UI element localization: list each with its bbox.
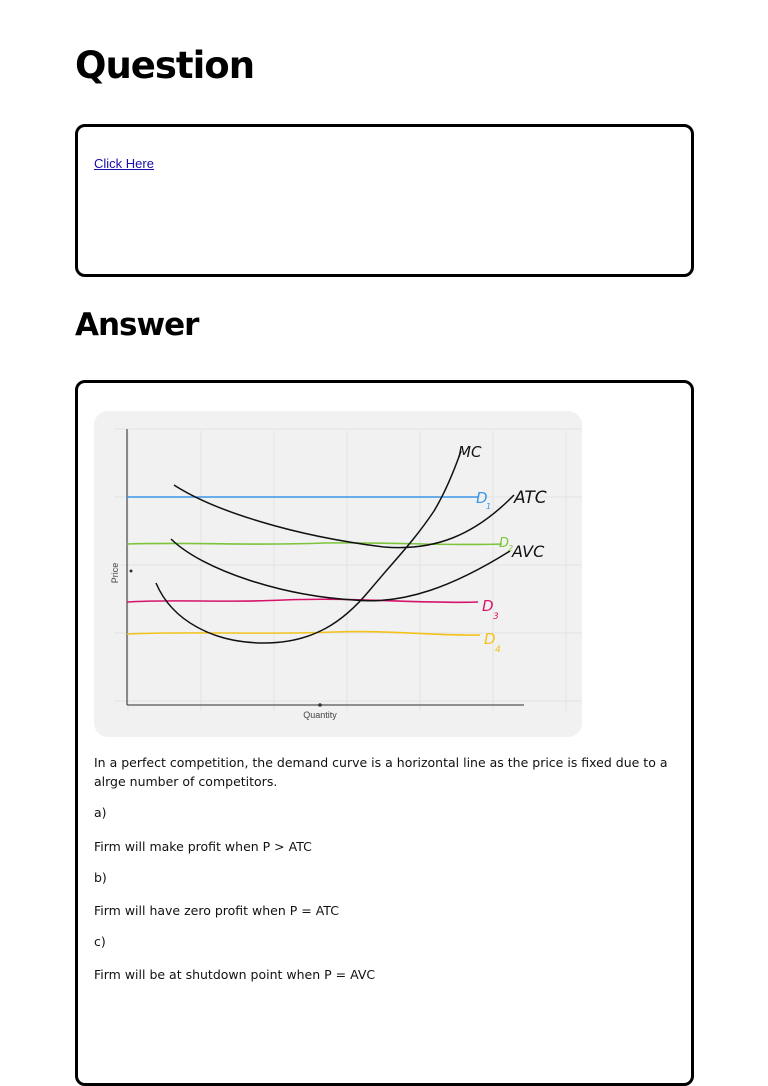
d2-label: D [499, 536, 510, 551]
avc-label: AVC [512, 542, 545, 561]
graph-svg [94, 411, 582, 737]
question-heading: Question [75, 44, 255, 87]
item-c-text: Firm will be at shutdown point when P = AVC [94, 967, 376, 982]
item-a-label: a) [94, 805, 107, 820]
item-c-label: c) [94, 934, 106, 949]
atc-curve [174, 485, 514, 548]
d3-subscript: 3 [493, 612, 499, 622]
demand-line-d3 [127, 599, 478, 602]
item-b-text: Firm will have zero profit when P = ATC [94, 903, 339, 918]
d1-subscript: 1 [486, 502, 492, 511]
y-axis-label: Price [110, 562, 120, 584]
atc-label: ATC [514, 488, 547, 508]
avc-curve [171, 539, 510, 601]
d2-subscript: 2 [508, 544, 514, 553]
graph-grid [114, 429, 582, 711]
click-here-link[interactable]: Click Here [94, 156, 154, 171]
mc-label: MC [458, 443, 482, 461]
question-card [75, 124, 694, 277]
cost-curves-graph [94, 411, 582, 737]
d3-label: D [482, 597, 494, 615]
x-axis-label: Quantity [303, 710, 337, 720]
item-a-text: Firm will make profit when P > ATC [94, 839, 312, 854]
d4-label: D [484, 630, 496, 648]
answer-card [75, 380, 694, 1086]
demand-line-d2 [127, 543, 502, 545]
d1-label: D [476, 489, 488, 507]
item-b-label: b) [94, 870, 107, 885]
demand-line-d4 [127, 632, 480, 636]
answer-intro: In a perfect competition, the demand curve is a horizontal line as the price is fixed due to a alrge number of competitors. [94, 755, 668, 789]
d4-subscript: 4 [495, 645, 501, 655]
answer-heading: Answer [75, 307, 199, 343]
